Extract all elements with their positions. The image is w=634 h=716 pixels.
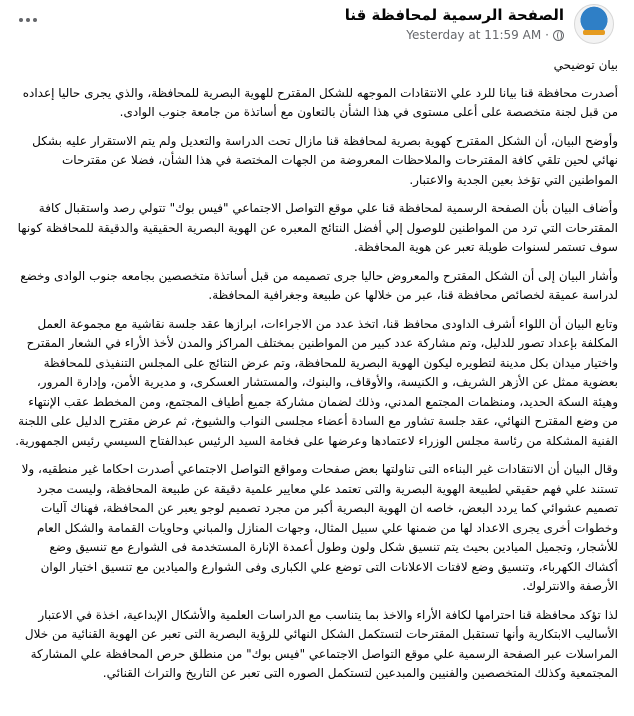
globe-icon[interactable]: [553, 30, 564, 41]
post-header: [14, 0, 618, 56]
more-icon: [19, 18, 23, 22]
post-paragraph-2: وأوضح البيان، أن الشكل المقترح كهوية بصرية لمحافظة قنا مازال تحت الدراسة والتعديل ولم يتم الاستقرار عليه بشكل نهائي لحين تلقي كافة المقترحات والملاحظات المعروضة من الجهات المختصة في هذا الشأن، فضلا عن مقترحات المواطنين التي تؤخذ بعين الجدية والاعتبار.: [32, 133, 618, 187]
post-paragraph-7: لذا تؤكد محافظة قنا احترامها لكافة الأراء والاخذ بما يتناسب مع الدراسات العلمية والأشكال الإبداعية، اخذة في الاعتبار الأساليب الابتكارية وأنها تستقبل المقترحات لتستكمل الشكل النهائي للرؤية البصرية التى تعبر عن الهوية القنائية من خلال المراسلات عبر الصفحة الرسمية علي موقع التواصل الاجتماعي "فيس بوك" من منطلق حرص المحافظة علي المشاركة المجتمعية وكذلك المتخصصين والفنيين والمبدعين لتستكمل الصوره التى تعبر عن التاريخ والتراث القنائي.: [24, 607, 618, 680]
post-meta: Yesterday at 11:59 AM ·: [406, 28, 564, 42]
page-name-link[interactable]: الصفحة الرسمية لمحافظة قنا: [344, 6, 564, 24]
post-title: بيان توضيحي: [553, 58, 618, 72]
post-paragraph-6: وقال البيان أن الانتقادات غير البناءه التى تناولتها بعض صفحات ومواقع التواصل الاجتماعي أصدرت احكاما غير منطقيه، ولا تستند علي فهم حقيقي لطبيعة الهوية البصرية والتى تعتمد علي معايير علمية دقيقة عن طبيعة المحافظة، وليست مجرد تصميم عشوائي كما يردد البعض، خاصه ان الهوية البصرية أكبر من مجرد تصميم لوجو يعبر عن المحافظة، فهناك آليات وخطوات أخرى يجرى الاعداد لها من ضمنها علي سبيل المثال، وجهات المنازل والمباني وحاويات القمامة والشكل العام للأشجار، وتجميل الميادين بحيث يتم تنسيق شكل ولون وطول أعمدة الإنارة المستخدمة فى الشوارع مع تنسيق وضع أكشاك الكهرباء، وتنسيق وضع لافتات الاعلانات التى توضع علي الكبارى وفى الشوارع والميادين مع تنسيق اختيار الوان الأرصفة والانترلوك.: [21, 462, 618, 593]
post-paragraph-5: وتابع البيان أن اللواء أشرف الداودى محافظ قنا، اتخذ عدد من الاجراءات، ابرازها عقد جلسة نقاشية مع مجموعة العمل المكلفة بإعداد تصور للدليل، وتم مشاركة عدد كبير من المواطنين بمختلف المراكز والمدن لأخذ الأراء في الشعار المقترح واختيار ميدان بكل مدينة لتطويره ليكون الهوية البصرية للمحافظة، وتم عرض النتائج على المجلس التنفيذى للمحافظة بعضوية ممثل عن الأزهر الشريف، و الكنيسة، والأوقاف، والبنوك، والمستشار العسكرى، و مديرية الأمن، وإدارة المرور، وهيئة السكة الحديد، ومنظمات المجتمع المدني، وذلك لضمان مشاركة جميع أطياف المجتمع، ومن المخطط عقب الإنتهاء من وضع المقترح النهائي، عقد جلسة تشاور مع السادة أعضاء مجلسى النواب والشيوخ، ثم عرض مقترح الدليل على اللجنة الفنية المشكلة من رئاسة مجلس الوزراء لاعتمادها وعرضها على فخامة السيد الرئيس عبدالفتاح السيسي رئيس الجمهورية.: [15, 316, 618, 448]
page-avatar[interactable]: [574, 4, 614, 44]
post-timestamp[interactable]: Yesterday at 11:59 AM: [406, 28, 542, 42]
post-body: [14, 56, 618, 684]
post-paragraph-1: أصدرت محافظة قنا بيانا للرد علي الانتقادات الموجهه للشكل المقترح للهوية البصرية للمحافظة، والذي يجرى حاليا إعداده من قبل لجنة متخصصة على أعلى مستوى في هذا الشأن بالتعاون مع أساتذة من جامعة جنوب الوادى.: [22, 85, 618, 119]
more-options-button[interactable]: [14, 8, 42, 32]
post-paragraph-3: وأضاف البيان بأن الصفحة الرسمية لمحافظة قنا علي موقع التواصل الاجتماعي "فيس بوك" تتولي رصد واستقبال كافة المقترحات التي ترد من المواطنين للوصول إلي أفضل النتائج المعبره عن الهوية البصرية الحقيقية والدقيقة للمحافظة كونها سوف تستمر لسنوات طويلة تعبر عن هوية المحافظة.: [17, 201, 618, 254]
post-paragraph-4: وأشار البيان إلى أن الشكل المقترح والمعروض حاليا جرى تصميمه من قبل أساتذة متخصصين بجامعه جنوب الوادى وخضع لدراسة عميقة لخصائص محافظة قنا، عبر من خلالها عن طبيعة وجغرافية المحافظة.: [20, 268, 618, 302]
